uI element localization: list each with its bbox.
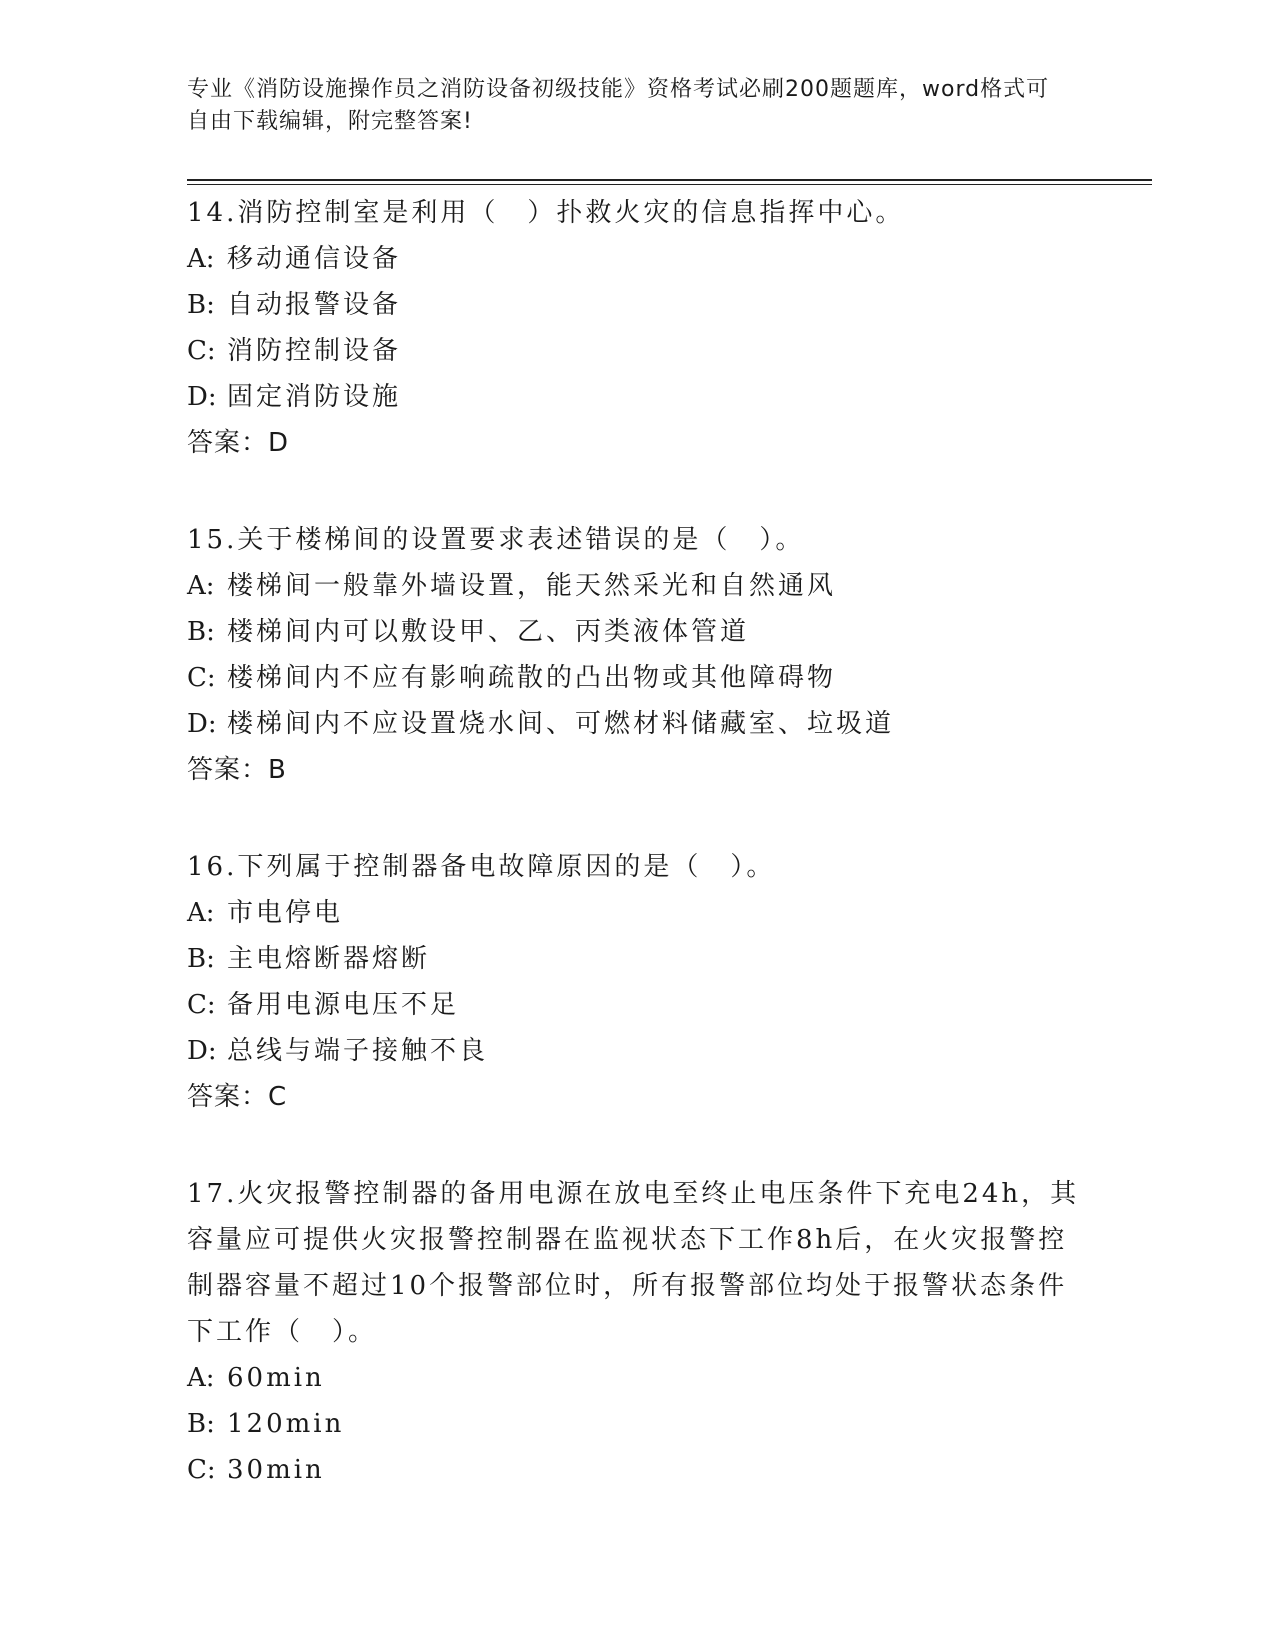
option-text: 30min [227,1455,325,1485]
option-d [187,1028,1087,1074]
answer-line: 答案：C [187,1082,288,1112]
option-text: 市电停电 [227,898,344,928]
question-17 [187,1171,1087,1493]
option-b [187,936,1087,982]
question-stem: 15.关于楼梯间的设置要求表述错误的是（ ）。 [187,525,805,555]
document-header: 专业《消防设施操作员之消防设备初级技能》资格考试必刷200题题库，word格式可自由下载编辑，附完整答案! [187,77,1050,134]
option-a [187,1355,1087,1401]
option-d [187,701,1087,747]
option-letter: D: [187,382,217,412]
question-stem: 16.下列属于控制器备电故障原因的是（ ）。 [187,852,776,882]
option-letter: C: [187,336,216,366]
option-letter: D: [187,709,217,739]
question-14 [187,190,1087,466]
option-text: 自动报警设备 [227,290,402,320]
option-c [187,328,1087,374]
option-letter: B: [187,290,215,320]
option-letter: A: [187,898,215,928]
option-text: 移动通信设备 [227,244,402,274]
option-letter: B: [187,944,215,974]
option-letter: B: [187,1409,215,1439]
option-d [187,374,1087,420]
header-divider-thin [187,184,1152,185]
question-list [187,190,1087,1544]
option-c [187,982,1087,1028]
option-letter: A: [187,244,215,274]
option-text: 楼梯间内可以敷设甲、乙、丙类液体管道 [227,617,750,647]
option-letter: B: [187,617,215,647]
option-letter: D: [187,1036,217,1066]
option-letter: C: [187,1455,216,1485]
option-b [187,609,1087,655]
question-16 [187,844,1087,1120]
question-15 [187,517,1087,793]
option-text: 主电熔断器熔断 [227,944,431,974]
option-text: 总线与端子接触不良 [227,1036,489,1066]
option-a [187,890,1087,936]
option-text: 楼梯间内不应设置烧水间、可燃材料储藏室、垃圾道 [227,709,895,739]
option-text: 固定消防设施 [227,382,402,412]
option-b [187,1401,1087,1447]
header-divider-thick [187,179,1152,181]
answer-line: 答案：D [187,428,290,458]
option-letter: C: [187,990,216,1020]
option-a [187,563,1087,609]
question-stem: 14.消防控制室是利用（ ）扑救火灾的信息指挥中心。 [187,198,905,228]
option-a [187,236,1087,282]
option-letter: A: [187,1363,215,1393]
option-c [187,655,1087,701]
option-text: 备用电源电压不足 [227,990,460,1020]
option-text: 60min [227,1363,325,1393]
answer-line: 答案：B [187,755,287,785]
option-text: 楼梯间一般靠外墙设置，能天然采光和自然通风 [227,571,837,601]
option-letter: C: [187,663,216,693]
option-letter: A: [187,571,215,601]
option-text: 消防控制设备 [227,336,402,366]
option-text: 120min [227,1409,345,1439]
question-stem: 17.火灾报警控制器的备用电源在放电至终止电压条件下充电24h，其容量应可提供火灾报警控制器在监视状态下工作8h后，在火灾报警控制器容量不超过10个报警部位时，所有报警部位均处于报警状态条件下工作（ ）。 [187,1179,1080,1347]
option-text: 楼梯间内不应有影响疏散的凸出物或其他障碍物 [227,663,837,693]
option-b [187,282,1087,328]
option-c [187,1447,1087,1493]
